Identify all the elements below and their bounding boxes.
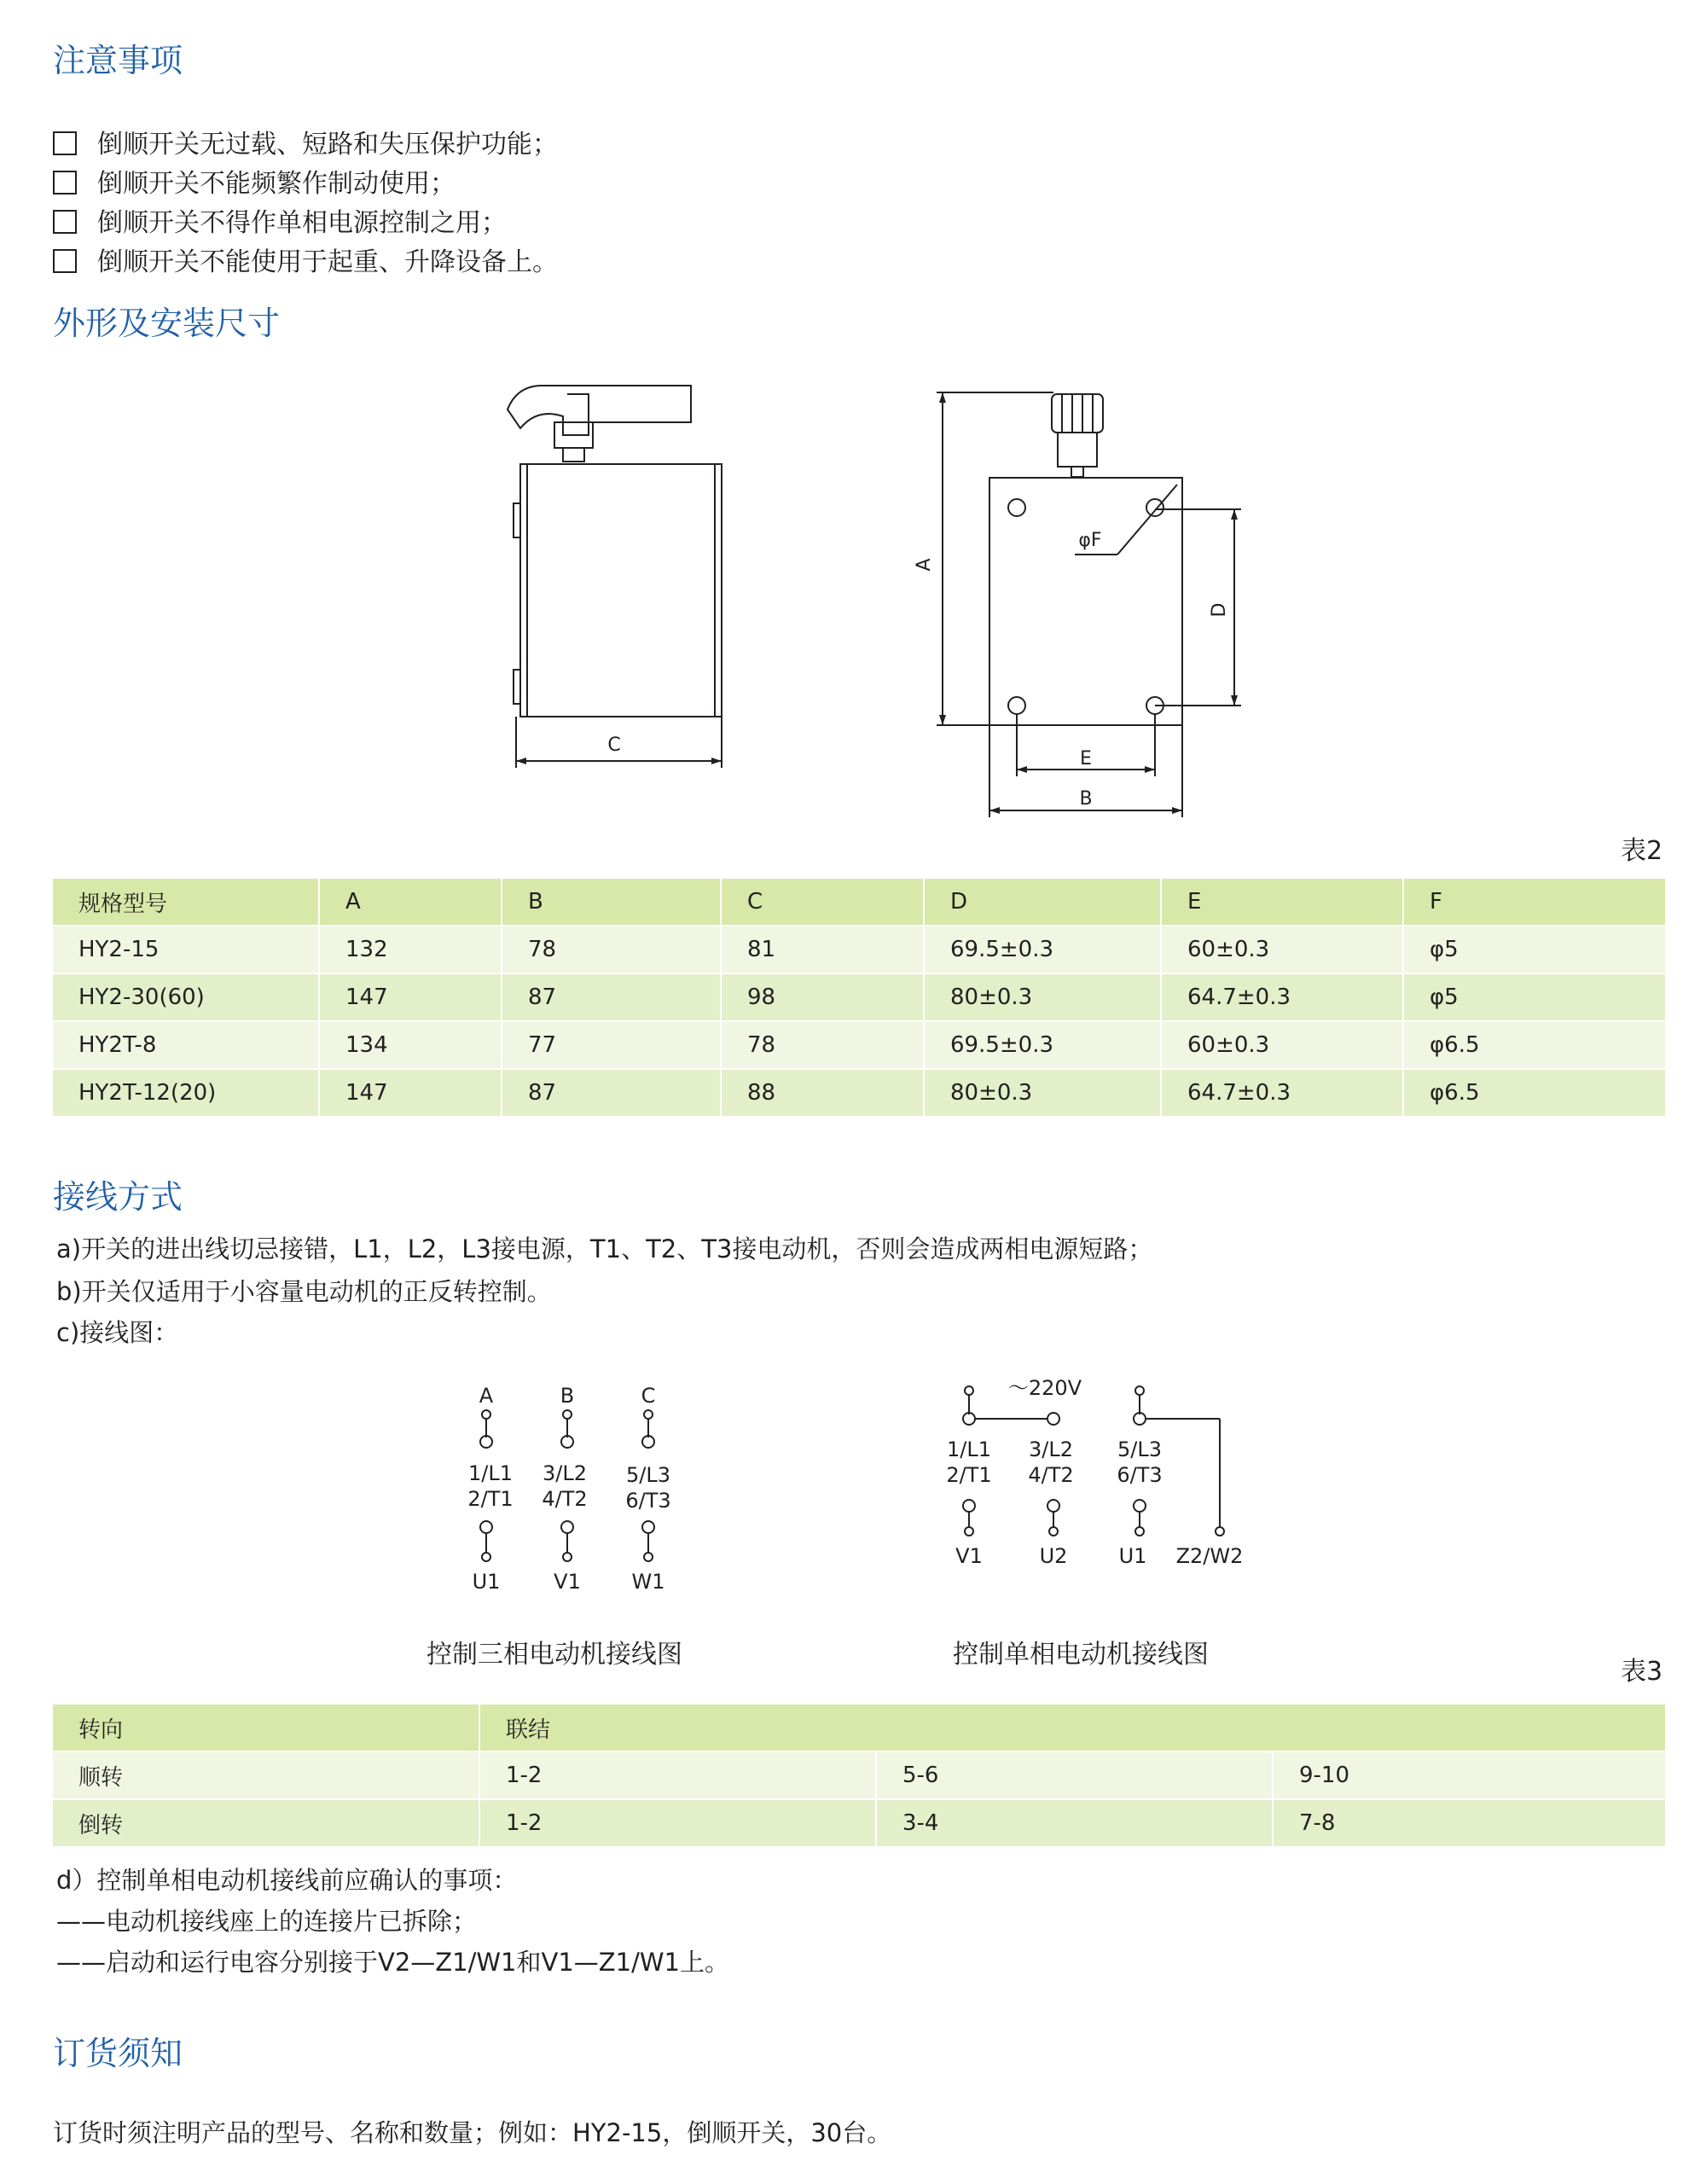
three-phase-caption: 控制三相电动机接线图: [426, 1640, 682, 1670]
checkbox-icon: [53, 210, 77, 234]
label-b: B: [560, 1384, 575, 1408]
table-cell: 60±0.3: [1161, 926, 1403, 973]
table-row: [53, 1751, 1665, 1799]
table-row: [53, 1021, 1665, 1069]
dim-label-a: A: [914, 558, 935, 572]
terminal-label: 6/T3: [1117, 1463, 1163, 1487]
terminal-label: 3/L2: [543, 1461, 587, 1485]
table-cell: 98: [721, 973, 924, 1021]
dim-label-f: φF: [1078, 530, 1102, 551]
header-cell: 联结: [479, 1705, 1665, 1751]
side-view-drawing: [478, 375, 751, 785]
single-phase-note: ——启动和运行电容分别接于V2—Z1/W1和V1—Z1/W1上。: [56, 1948, 730, 1977]
table-row: [53, 1069, 1665, 1117]
terminal-label: W1: [631, 1570, 665, 1594]
header-cell: C: [721, 879, 924, 926]
notes-list: [53, 128, 558, 280]
dim-label-e: E: [1080, 748, 1092, 770]
terminal-label: U2: [1039, 1544, 1068, 1568]
table-cell: 60±0.3: [1161, 1021, 1403, 1069]
voltage-label: ～220V: [1007, 1376, 1082, 1400]
header-cell: 转向: [53, 1705, 479, 1751]
terminal-label: 3/L2: [1029, 1438, 1073, 1461]
table-cell: HY2-15: [53, 926, 319, 973]
list-item: 倒顺开关不得作单相电源控制之用；: [53, 206, 558, 241]
table2-caption: 表2: [1621, 836, 1663, 866]
wiring-title: 接线方式: [53, 1178, 183, 1216]
notes-title: 注意事项: [53, 42, 183, 79]
table-header-row: [53, 879, 1665, 926]
table-cell: HY2T-12(20): [53, 1069, 319, 1117]
ordering-text: 订货时须注明产品的型号、名称和数量；例如：HY2-15，倒顺开关，30台。: [53, 2118, 892, 2147]
single-phase-note: ——电动机接线座上的连接片已拆除；: [56, 1907, 478, 1936]
terminal-label: 6/T3: [625, 1489, 671, 1513]
table-cell: 5-6: [876, 1751, 1273, 1799]
header-cell: 规格型号: [53, 879, 319, 926]
wiring-item-c: c)接线图：: [56, 1318, 179, 1347]
table-cell: 78: [721, 1021, 924, 1069]
wiring-item-b: b)开关仅适用于小容量电动机的正反转控制。: [56, 1277, 552, 1306]
table-cell: 3-4: [876, 1799, 1273, 1847]
terminal-label: Z2/W2: [1175, 1544, 1244, 1568]
table-cell: 1-2: [479, 1751, 876, 1799]
terminal-label: 5/L3: [626, 1463, 670, 1487]
single-phase-caption: 控制单相电动机接线图: [953, 1640, 1209, 1670]
table-cell: 64.7±0.3: [1161, 1069, 1403, 1117]
checkbox-icon: [53, 249, 77, 273]
table-cell: HY2-30(60): [53, 973, 319, 1021]
table-cell: 147: [319, 1069, 502, 1117]
dim-label-d: D: [1209, 602, 1230, 618]
table-cell: 7-8: [1273, 1799, 1665, 1847]
table-cell: 倒转: [53, 1799, 479, 1847]
terminal-label: 2/T1: [946, 1463, 992, 1487]
header-cell: D: [924, 879, 1161, 926]
table-cell: φ6.5: [1403, 1069, 1665, 1117]
dimension-table: [53, 879, 1665, 1118]
dim-label-b: B: [1079, 788, 1093, 810]
table-cell: 87: [502, 973, 721, 1021]
terminal-label: 1/L1: [468, 1461, 513, 1485]
terminal-label: V1: [554, 1570, 581, 1594]
table-cell: 134: [319, 1021, 502, 1069]
table-row: [53, 1799, 1665, 1847]
table-cell: φ5: [1403, 926, 1665, 973]
table-row: [53, 973, 1665, 1021]
table-cell: 81: [721, 926, 924, 973]
ordering-title: 订货须知: [53, 2035, 183, 2072]
front-view-drawing: [904, 375, 1262, 828]
checkbox-icon: [53, 171, 77, 195]
checkbox-icon: [53, 131, 77, 155]
table-cell: 64.7±0.3: [1161, 973, 1403, 1021]
terminal-label: 2/T1: [467, 1487, 514, 1511]
table-cell: 78: [502, 926, 721, 973]
terminal-label: U1: [472, 1570, 501, 1594]
list-item: 倒顺开关无过载、短路和失压保护功能；: [53, 128, 558, 162]
table-cell: 9-10: [1273, 1751, 1665, 1799]
wiring-item-a: a)开关的进出线切忌接错，L1，L2，L3接电源，T1、T2、T3接电动机，否则会造成两相电源短路；: [56, 1234, 1153, 1263]
terminal-label: 1/L1: [947, 1438, 991, 1461]
table-cell: 1-2: [479, 1799, 876, 1847]
table-row: [53, 926, 1665, 973]
table-cell: 147: [319, 973, 502, 1021]
terminal-label: 4/T2: [542, 1487, 588, 1511]
table-cell: 132: [319, 926, 502, 973]
table-cell: HY2T-8: [53, 1021, 319, 1069]
table-cell: 88: [721, 1069, 924, 1117]
rotation-table: [53, 1705, 1665, 1848]
table-cell: 顺转: [53, 1751, 479, 1799]
dimensions-title: 外形及安装尺寸: [53, 305, 281, 342]
list-item: 倒顺开关不能使用于起重、升降设备上。: [53, 246, 558, 280]
table3-caption: 表3: [1621, 1657, 1663, 1687]
table-cell: φ6.5: [1403, 1021, 1665, 1069]
terminal-label: V1: [955, 1544, 983, 1568]
terminal-label: U1: [1118, 1544, 1147, 1568]
header-cell: F: [1403, 879, 1665, 926]
table-cell: φ5: [1403, 973, 1665, 1021]
table-cell: 69.5±0.3: [924, 1021, 1161, 1069]
table-cell: 69.5±0.3: [924, 926, 1161, 973]
terminal-label: 4/T2: [1028, 1463, 1074, 1487]
header-cell: E: [1161, 879, 1403, 926]
table-cell: 77: [502, 1021, 721, 1069]
header-cell: A: [319, 879, 502, 926]
table-cell: 87: [502, 1069, 721, 1117]
dim-label-c: C: [607, 735, 621, 756]
table-cell: 80±0.3: [924, 1069, 1161, 1117]
table-cell: 80±0.3: [924, 973, 1161, 1021]
terminal-label: 5/L3: [1117, 1438, 1162, 1461]
label-c: C: [641, 1384, 656, 1408]
single-phase-note: d）控制单相电动机接线前应确认的事项：: [56, 1866, 518, 1895]
label-a: A: [479, 1384, 494, 1408]
single-phase-wiring-diagram: [938, 1365, 1262, 1587]
header-cell: B: [502, 879, 721, 926]
three-phase-wiring-diagram: [444, 1374, 699, 1604]
table-header-row: [53, 1705, 1665, 1751]
list-item: 倒顺开关不能频繁作制动使用；: [53, 167, 558, 201]
